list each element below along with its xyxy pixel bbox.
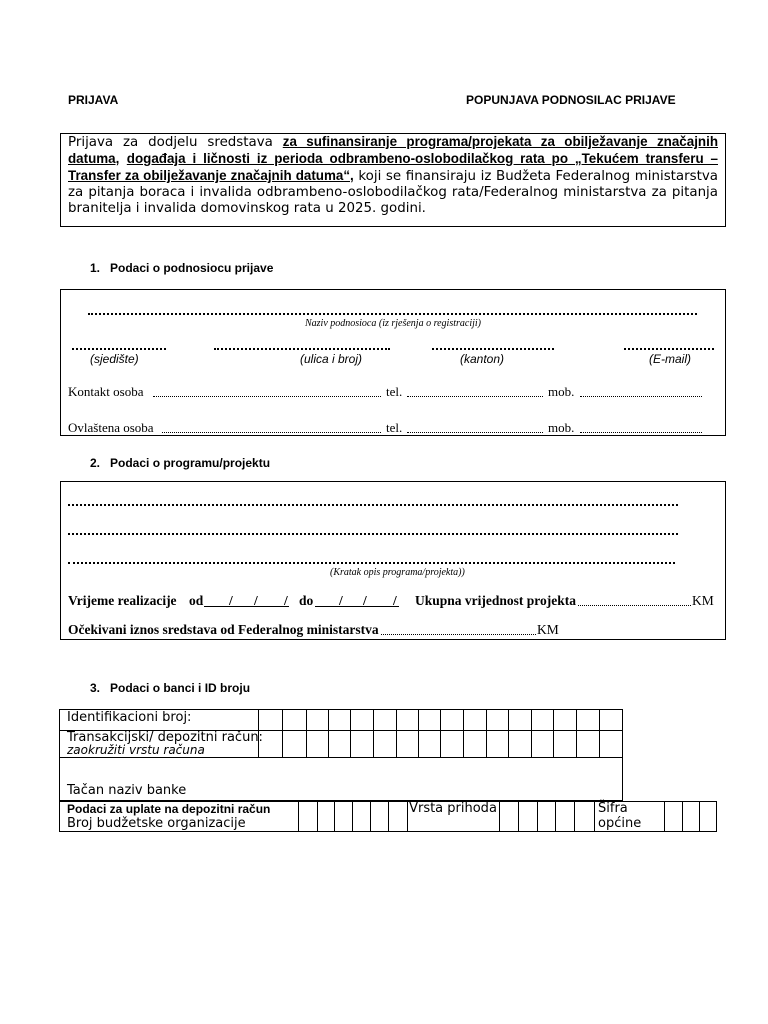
id-cell-7[interactable] (396, 709, 397, 730)
contact-label: Kontakt osoba (68, 384, 144, 399)
seat-field[interactable] (72, 348, 166, 350)
deposit-cell-2[interactable] (317, 801, 318, 832)
revenue-type-label: Vrsta prihoda (409, 801, 497, 816)
id-cell-12[interactable] (508, 709, 509, 730)
contact-name-field[interactable] (153, 396, 381, 397)
account-cell-2[interactable] (282, 730, 283, 757)
project-desc-line-3[interactable] (68, 562, 675, 564)
deposit-cell-10[interactable] (537, 801, 538, 832)
account-cell-10[interactable] (463, 730, 464, 757)
project-desc-line-1[interactable] (68, 504, 678, 506)
canton-caption: (kanton) (460, 352, 505, 366)
total-value-field[interactable] (578, 605, 691, 606)
id-cell-4[interactable] (328, 709, 329, 730)
account-cell-12[interactable] (508, 730, 509, 757)
id-cell-1[interactable] (258, 709, 259, 730)
period-to-date-field[interactable] (315, 606, 399, 607)
account-cell-3[interactable] (306, 730, 307, 757)
contact-mob-label: mob. (548, 384, 575, 399)
applicant-box (60, 289, 726, 436)
id-cell-14[interactable] (553, 709, 554, 730)
expected-amount-currency: KM (537, 622, 559, 637)
deposit-cell-8[interactable] (499, 801, 500, 832)
period-from-date-field[interactable] (204, 606, 289, 607)
account-cell-5[interactable] (350, 730, 351, 757)
expected-amount-label: Očekivani iznos sredstava od Federalnog ministarstva (68, 622, 379, 637)
account-note: zaokružiti vrstu računa (67, 743, 205, 757)
section1-title: 1. Podaci o podnosiocu prijave (90, 261, 274, 275)
authorized-tel-label: tel. (386, 420, 403, 435)
intro-part3 (119, 152, 126, 167)
authorized-label: Ovlaštena osoba (68, 420, 154, 435)
form-filler-note: POPUNJAVA PODNOSILAC PRIJAVE (466, 93, 676, 107)
project-desc-caption: (Kratak opis programa/projekta)) (330, 567, 465, 578)
period-from-slash-2: / (254, 593, 258, 608)
email-field[interactable] (624, 348, 714, 350)
deposit-cell-4[interactable] (352, 801, 353, 832)
account-cell-7[interactable] (396, 730, 397, 757)
period-from-slash-1: / (229, 593, 233, 608)
id-cell-9[interactable] (440, 709, 441, 730)
account-cell-15[interactable] (576, 730, 577, 757)
deposit-cell-15[interactable] (682, 801, 683, 832)
intro-part5: koji se finansiraju iz Budžeta Federalnog ministarstva za pitanja boraca i invalida odbrambeno-oslobodilačkog rata/Federalnog ministarstva za pitanja branitelja i invalida domovinskog rata u 2025. godini. (68, 169, 718, 216)
contact-mob-field[interactable] (580, 396, 702, 397)
project-desc-line-2[interactable] (68, 533, 678, 535)
account-cell-16[interactable] (599, 730, 600, 757)
bank-row-divider-2 (59, 757, 623, 758)
account-cell-13[interactable] (531, 730, 532, 757)
form-label: PRIJAVA (68, 93, 119, 107)
id-cell-16[interactable] (599, 709, 600, 730)
deposit-cell-3[interactable] (334, 801, 335, 832)
deposit-cell-16[interactable] (699, 801, 700, 832)
intro-part2: za sufinansiranje programa/projekata za obilježavanje značajnih datuma, (68, 134, 718, 166)
period-to-slash-3: / (393, 593, 397, 608)
expected-amount-field[interactable] (381, 634, 536, 635)
id-cell-13[interactable] (531, 709, 532, 730)
deposit-cell-13[interactable] (594, 801, 595, 832)
id-cell-11[interactable] (486, 709, 487, 730)
total-value-currency: KM (692, 593, 714, 608)
seat-caption: (sjedište) (90, 352, 139, 366)
intro-part4: događaja i ličnosti iz perioda odbrambeno-oslobodilačkog rata po „Tekućem transferu – Transfer za obilježavanje značajnih datuma“, (68, 151, 718, 183)
contact-tel-label: tel. (386, 384, 403, 399)
deposit-cell-12[interactable] (574, 801, 575, 832)
period-to-label: do (299, 593, 314, 608)
id-cell-3[interactable] (306, 709, 307, 730)
intro-text (68, 134, 718, 217)
street-caption: (ulica i broj) (300, 352, 363, 366)
section2-title: 2. Podaci o programu/projektu (90, 456, 271, 470)
id-cell-6[interactable] (373, 709, 374, 730)
total-value-label: Ukupna vrijednost projekta (415, 593, 577, 608)
authorized-tel-field[interactable] (407, 432, 543, 433)
applicant-name-field[interactable] (88, 313, 697, 315)
email-caption: (E-mail) (649, 352, 691, 366)
authorized-name-field[interactable] (162, 432, 381, 433)
budget-org-label: Broj budžetske organizacije (67, 816, 246, 831)
bank-name-label: Tačan naziv banke (67, 783, 187, 798)
period-to-slash-2: / (363, 593, 367, 608)
period-label: Vrijeme realizacije (68, 593, 177, 608)
section3-title: 3. Podaci o banci i ID broju (90, 681, 251, 695)
id-number-label: Identifikacioni broj: (67, 710, 192, 725)
contact-tel-field[interactable] (407, 396, 543, 397)
deposit-cell-11[interactable] (555, 801, 556, 832)
period-from-label: od (189, 593, 204, 608)
id-cell-10[interactable] (463, 709, 464, 730)
id-cell-5[interactable] (350, 709, 351, 730)
municipality-code-label: Šifra općine (598, 801, 642, 831)
deposit-cell-1[interactable] (298, 801, 299, 832)
deposit-title: Podaci za uplate na depozitni račun (67, 802, 271, 816)
period-from-slash-3: / (284, 593, 288, 608)
account-label: Transakcijski/ depozitni račun: (67, 730, 263, 745)
account-cell-11[interactable] (486, 730, 487, 757)
id-cell-15[interactable] (576, 709, 577, 730)
authorized-mob-label: mob. (548, 420, 575, 435)
account-cell-4[interactable] (328, 730, 329, 757)
id-cell-2[interactable] (282, 709, 283, 730)
street-field[interactable] (214, 348, 390, 350)
account-cell-8[interactable] (418, 730, 419, 757)
deposit-cell-14[interactable] (664, 801, 665, 832)
account-cell-14[interactable] (553, 730, 554, 757)
account-cell-1[interactable] (258, 730, 259, 757)
account-cell-9[interactable] (440, 730, 441, 757)
applicant-name-caption: Naziv podnosioca (iz rješenja o registraciji) (304, 318, 481, 329)
canton-field[interactable] (432, 348, 554, 350)
account-cell-6[interactable] (373, 730, 374, 757)
id-cell-8[interactable] (418, 709, 419, 730)
period-to-slash-1: / (339, 593, 343, 608)
intro-part1: Prijava za dodjelu sredstava (68, 135, 283, 150)
deposit-cell-9[interactable] (518, 801, 519, 832)
deposit-cell-5[interactable] (370, 801, 371, 832)
deposit-cell-7[interactable] (407, 801, 408, 832)
authorized-mob-field[interactable] (580, 432, 702, 433)
deposit-cell-6[interactable] (388, 801, 389, 832)
